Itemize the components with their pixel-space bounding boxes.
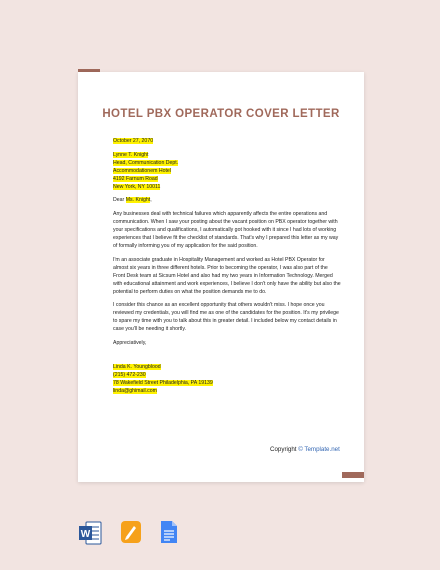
letter-date: October 27, 2070 [113,138,154,144]
apple-pages-icon[interactable] [120,520,142,544]
sender-address: 78 Wakefield Street Philadelphia, PA 19139 [113,379,213,386]
brand-link[interactable]: Template.net [304,446,340,453]
ms-word-icon[interactable] [78,520,102,546]
recipient-name: Lynne T. Knight [113,151,149,158]
copyright-notice [270,446,340,453]
letter-body [113,138,341,396]
copyright-symbol: © [298,446,303,453]
salutation-name: Ms. Knight [125,197,151,204]
paragraph-3: I consider this chance as an excellent opportunity that others wouldn't miss. I hope once you reviewed my credentials, you will find me as one of the candidates for the position. It's my privilege to spare my time with you to talk about this in greater detail. I included below my contact details in case you'll be needing it shortly. [113,302,339,333]
salutation-suffix: , [150,197,152,204]
paragraph-1: Any businesses deal with technical failures which apparently affects the entire operations and communication. When I saw your posting about the vacant position on PBX operator together with your specifications and qualifications, I automatically got hooked with it since I had lots of working experiences that I believe fit the checklist of standards. That's why I prepared this letter as my way of formally informing you of my application for the said position. [113,211,339,249]
salutation-prefix: Dear [113,197,126,204]
paper-corner-bottom-accent [342,472,364,478]
closing: Appreciatively, [113,340,147,347]
recipient-company: Accommodationem Hotel [113,167,171,174]
sender-name: Linda K. Youngblood [113,363,161,370]
sender-email: linda@ghimail.com [113,387,157,394]
sender-phone: (215) 472-230 [113,371,146,378]
app-format-icons [0,520,440,550]
word-letter: W [80,529,91,540]
recipient-street: 4192 Farnum Road [113,175,158,182]
salutation [113,197,341,205]
paragraph-2: I'm an associate graduate in Hospitality Management and worked as Hotel PBX Operator for almost six years in three different hotels. Prior to becoming the operator, I was also part of the Front Desk team at Sicsum Hotel and also had my two years in Information Technology. Merged with educational attainment and work experiences, I believe I don't only have the ability but also the potential to perform duties on what the position demands me to do. [113,256,341,295]
google-docs-icon[interactable] [160,520,178,544]
letter-title: HOTEL PBX OPERATOR COVER LETTER [102,108,340,120]
recipient-city: New York, NY 10011 [113,183,161,190]
copyright-prefix: Copyright [270,446,297,453]
recipient-title: Head, Communication Dept. [113,159,179,166]
